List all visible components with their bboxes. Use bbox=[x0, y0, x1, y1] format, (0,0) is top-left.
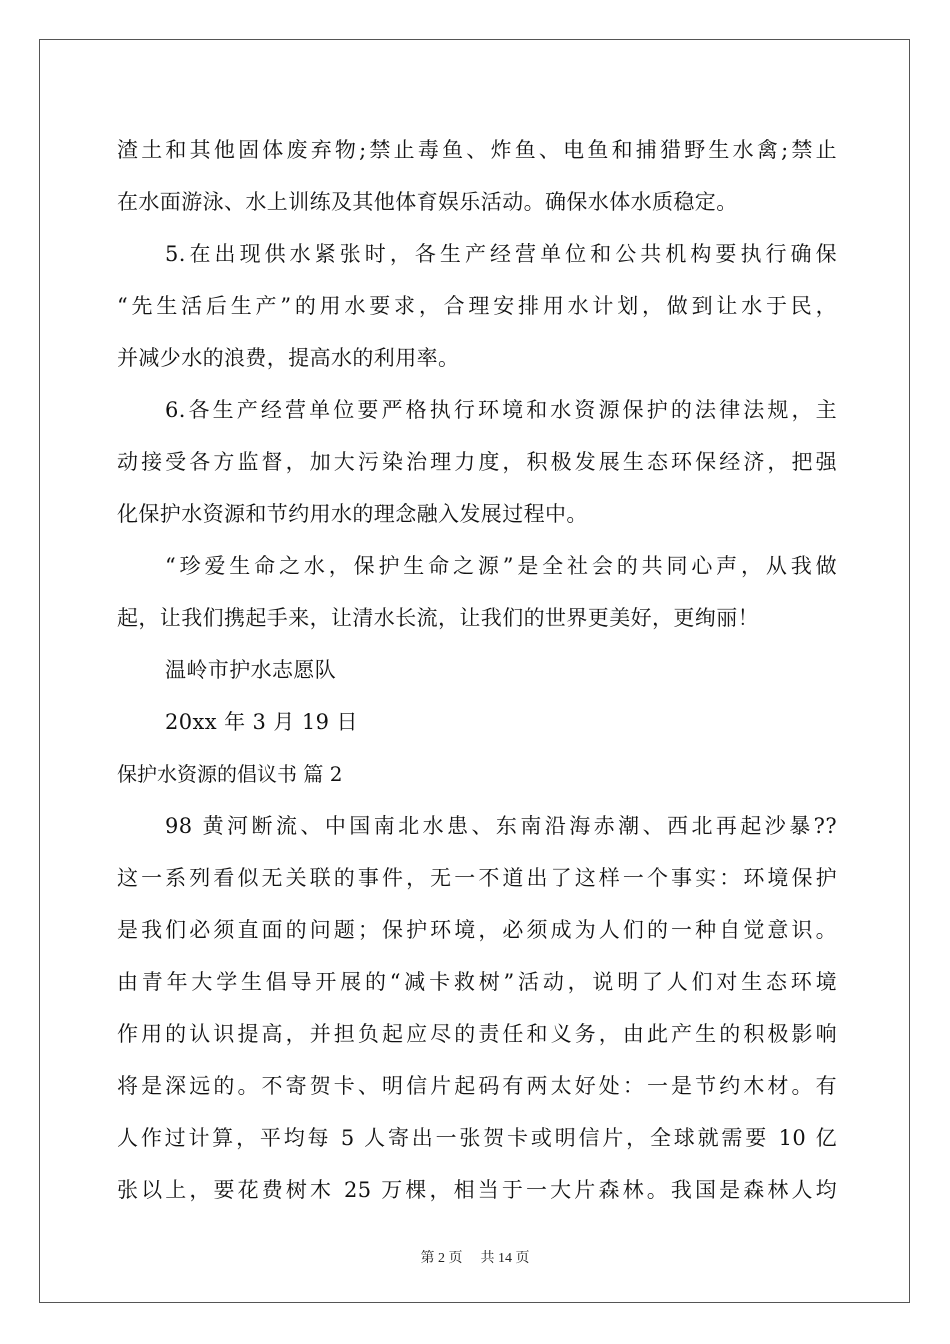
paragraph-line: 张以上，要花费树木 25 万棵，相当于一大片森林。我国是森林人均 bbox=[117, 1178, 837, 1202]
signature-org: 温岭市护水志愿队 bbox=[165, 658, 337, 682]
page-total: 共 14 页 bbox=[480, 1251, 530, 1266]
paragraph-line: 5.在出现供水紧张时，各生产经营单位和公共机构要执行确保 bbox=[165, 242, 837, 266]
paragraph-line: 这一系列看似无关联的事件，无一不道出了这样一个事实：环境保护 bbox=[117, 866, 837, 890]
paragraph-line: 作用的认识提高，并担负起应尽的责任和义务，由此产生的积极影响 bbox=[117, 1022, 837, 1046]
paragraph-line: “先生活后生产”的用水要求，合理安排用水计划，做到让水于民， bbox=[117, 294, 837, 318]
paragraph-line: 98 黄河断流、中国南北水患、东南沿海赤潮、西北再起沙暴?? bbox=[165, 814, 837, 838]
paragraph-line: 渣土和其他固体废弃物;禁止毒鱼、炸鱼、电鱼和捕猎野生水禽;禁止 bbox=[117, 138, 837, 162]
paragraph-line: 6.各生产经营单位要严格执行环境和水资源保护的法律法规，主 bbox=[165, 398, 837, 422]
paragraph-line: 由青年大学生倡导开展的“减卡救树”活动，说明了人们对生态环境 bbox=[117, 970, 837, 994]
paragraph-line: 是我们必须直面的问题；保护环境，必须成为人们的一种自觉意识。 bbox=[117, 918, 837, 942]
paragraph-line: 在水面游泳、水上训练及其他体育娱乐活动。确保水体水质稳定。 bbox=[117, 190, 738, 214]
paragraph-line: 并减少水的浪费，提高水的利用率。 bbox=[117, 346, 460, 370]
document-body bbox=[117, 130, 837, 1222]
page-footer bbox=[0, 1247, 950, 1267]
paragraph-line: 人作过计算，平均每 5 人寄出一张贺卡或明信片，全球就需要 10 亿 bbox=[117, 1126, 837, 1150]
paragraph-line: 动接受各方监督，加大污染治理力度，积极发展生态环保经济，把强 bbox=[117, 450, 837, 474]
paragraph-line: 起，让我们携起手来，让清水长流，让我们的世界更美好，更绚丽！ bbox=[117, 606, 759, 630]
page-number: 第 2 页 bbox=[420, 1251, 463, 1266]
signature-date: 20xx 年 3 月 19 日 bbox=[165, 710, 358, 734]
paragraph-line: 将是深远的。不寄贺卡、明信片起码有两太好处：一是节约木材。有 bbox=[117, 1074, 837, 1098]
paragraph-line: “珍爱生命之水，保护生命之源”是全社会的共同心声，从我做 bbox=[165, 554, 837, 578]
section-heading: 保护水资源的倡议书 篇 2 bbox=[117, 762, 343, 786]
paragraph-line: 化保护水资源和节约用水的理念融入发展过程中。 bbox=[117, 502, 588, 526]
